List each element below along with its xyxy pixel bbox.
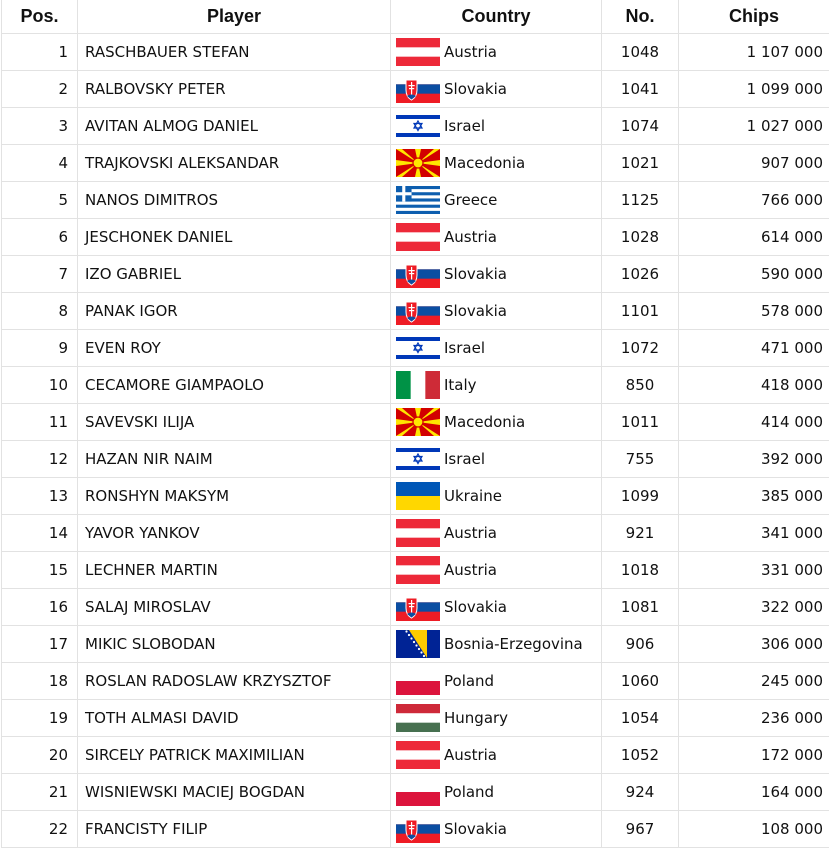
- number-cell: 1048: [602, 34, 679, 71]
- table-row: [2, 71, 829, 108]
- player-cell: ROSLAN RADOSLAW KRZYSZTOF: [78, 663, 391, 700]
- pos-cell: 9: [2, 330, 78, 367]
- austria-flag-icon: [396, 519, 440, 547]
- table-row: [2, 256, 829, 293]
- country-cell: [391, 478, 602, 515]
- country-cell: [391, 811, 602, 848]
- country-cell: [391, 182, 602, 219]
- number-cell: 906: [602, 626, 679, 663]
- austria-flag-icon: [396, 556, 440, 584]
- country-name: Greece: [444, 191, 498, 209]
- chips-cell: 164 000: [679, 774, 829, 811]
- chips-cell: 245 000: [679, 663, 829, 700]
- table-row: [2, 515, 829, 552]
- country-name: Israel: [444, 117, 485, 135]
- header-pos: Pos.: [2, 0, 78, 34]
- country-cell: [391, 737, 602, 774]
- country-name: Israel: [444, 450, 485, 468]
- austria-flag-icon: [396, 38, 440, 66]
- number-cell: 1026: [602, 256, 679, 293]
- table-row: [2, 293, 829, 330]
- pos-cell: 18: [2, 663, 78, 700]
- country-cell: [391, 293, 602, 330]
- player-cell: SIRCELY PATRICK MAXIMILIAN: [78, 737, 391, 774]
- pos-cell: 4: [2, 145, 78, 182]
- player-cell: CECAMORE GIAMPAOLO: [78, 367, 391, 404]
- slovakia-flag-icon: [396, 75, 440, 103]
- player-cell: MIKIC SLOBODAN: [78, 626, 391, 663]
- player-cell: RALBOVSKY PETER: [78, 71, 391, 108]
- number-cell: 1060: [602, 663, 679, 700]
- chips-cell: 414 000: [679, 404, 829, 441]
- country-name: Austria: [444, 228, 497, 246]
- country-name: Slovakia: [444, 265, 507, 283]
- number-cell: 850: [602, 367, 679, 404]
- country-name: Israel: [444, 339, 485, 357]
- chips-cell: 418 000: [679, 367, 829, 404]
- bosnia-flag-icon: [396, 630, 440, 658]
- player-cell: RONSHYN MAKSYM: [78, 478, 391, 515]
- pos-cell: 22: [2, 811, 78, 848]
- table-row: [2, 182, 829, 219]
- pos-cell: 20: [2, 737, 78, 774]
- greece-flag-icon: [396, 186, 440, 214]
- number-cell: 1101: [602, 293, 679, 330]
- player-cell: RASCHBAUER STEFAN: [78, 34, 391, 71]
- table-row: [2, 552, 829, 589]
- number-cell: 1081: [602, 589, 679, 626]
- chips-cell: 385 000: [679, 478, 829, 515]
- table-row: [2, 145, 829, 182]
- number-cell: 1072: [602, 330, 679, 367]
- number-cell: 1018: [602, 552, 679, 589]
- country-name: Austria: [444, 43, 497, 61]
- number-cell: 967: [602, 811, 679, 848]
- chips-cell: 590 000: [679, 256, 829, 293]
- header-row: [2, 0, 829, 34]
- pos-cell: 17: [2, 626, 78, 663]
- header-player: Player: [78, 0, 391, 34]
- country-name: Ukraine: [444, 487, 502, 505]
- chips-cell: 322 000: [679, 589, 829, 626]
- slovakia-flag-icon: [396, 815, 440, 843]
- number-cell: 1028: [602, 219, 679, 256]
- pos-cell: 6: [2, 219, 78, 256]
- country-cell: [391, 145, 602, 182]
- chips-cell: 1 027 000: [679, 108, 829, 145]
- pos-cell: 2: [2, 71, 78, 108]
- country-cell: [391, 34, 602, 71]
- pos-cell: 12: [2, 441, 78, 478]
- header-country: Country: [391, 0, 602, 34]
- pos-cell: 14: [2, 515, 78, 552]
- pos-cell: 16: [2, 589, 78, 626]
- chips-cell: 392 000: [679, 441, 829, 478]
- table-row: [2, 219, 829, 256]
- country-cell: [391, 515, 602, 552]
- chips-cell: 108 000: [679, 811, 829, 848]
- slovakia-flag-icon: [396, 593, 440, 621]
- chips-cell: 306 000: [679, 626, 829, 663]
- country-name: Poland: [444, 672, 495, 690]
- table-row: [2, 441, 829, 478]
- chips-cell: 331 000: [679, 552, 829, 589]
- country-cell: [391, 71, 602, 108]
- table-row: [2, 663, 829, 700]
- number-cell: 921: [602, 515, 679, 552]
- israel-flag-icon: [396, 445, 440, 473]
- number-cell: 1011: [602, 404, 679, 441]
- country-cell: [391, 256, 602, 293]
- slovakia-flag-icon: [396, 260, 440, 288]
- chips-cell: 236 000: [679, 700, 829, 737]
- country-cell: [391, 441, 602, 478]
- header-no: No.: [602, 0, 679, 34]
- country-name: Slovakia: [444, 820, 507, 838]
- poland-flag-icon: [396, 667, 440, 695]
- player-cell: WISNIEWSKI MACIEJ BOGDAN: [78, 774, 391, 811]
- number-cell: 924: [602, 774, 679, 811]
- number-cell: 1052: [602, 737, 679, 774]
- country-name: Slovakia: [444, 302, 507, 320]
- number-cell: 1074: [602, 108, 679, 145]
- country-cell: [391, 404, 602, 441]
- table-row: [2, 774, 829, 811]
- country-cell: [391, 330, 602, 367]
- player-cell: AVITAN ALMOG DANIEL: [78, 108, 391, 145]
- chips-cell: 1 099 000: [679, 71, 829, 108]
- table-row: [2, 737, 829, 774]
- player-cell: TRAJKOVSKI ALEKSANDAR: [78, 145, 391, 182]
- country-cell: [391, 626, 602, 663]
- number-cell: 1021: [602, 145, 679, 182]
- table-row: [2, 34, 829, 71]
- austria-flag-icon: [396, 741, 440, 769]
- pos-cell: 1: [2, 34, 78, 71]
- pos-cell: 15: [2, 552, 78, 589]
- country-cell: [391, 219, 602, 256]
- chips-cell: 1 107 000: [679, 34, 829, 71]
- table-row: [2, 330, 829, 367]
- chip-count-table: [1, 0, 829, 848]
- player-cell: EVEN ROY: [78, 330, 391, 367]
- number-cell: 1041: [602, 71, 679, 108]
- country-cell: [391, 700, 602, 737]
- italy-flag-icon: [396, 371, 440, 399]
- israel-flag-icon: [396, 334, 440, 362]
- country-cell: [391, 108, 602, 145]
- country-name: Austria: [444, 524, 497, 542]
- country-cell: [391, 367, 602, 404]
- country-cell: [391, 589, 602, 626]
- chips-cell: 766 000: [679, 182, 829, 219]
- country-cell: [391, 774, 602, 811]
- slovakia-flag-icon: [396, 297, 440, 325]
- player-cell: LECHNER MARTIN: [78, 552, 391, 589]
- country-name: Macedonia: [444, 154, 526, 172]
- chips-cell: 614 000: [679, 219, 829, 256]
- macedonia-flag-icon: [396, 408, 440, 436]
- country-name: Austria: [444, 561, 497, 579]
- table-row: [2, 700, 829, 737]
- pos-cell: 7: [2, 256, 78, 293]
- poland-flag-icon: [396, 778, 440, 806]
- table-row: [2, 589, 829, 626]
- country-name: Poland: [444, 783, 495, 801]
- chips-cell: 172 000: [679, 737, 829, 774]
- chips-cell: 907 000: [679, 145, 829, 182]
- player-cell: JESCHONEK DANIEL: [78, 219, 391, 256]
- table-row: [2, 367, 829, 404]
- chips-cell: 341 000: [679, 515, 829, 552]
- number-cell: 755: [602, 441, 679, 478]
- table-body: [2, 34, 829, 848]
- pos-cell: 5: [2, 182, 78, 219]
- pos-cell: 19: [2, 700, 78, 737]
- chips-cell: 578 000: [679, 293, 829, 330]
- hungary-flag-icon: [396, 704, 440, 732]
- country-name: Macedonia: [444, 413, 526, 431]
- country-name: Italy: [444, 376, 477, 394]
- table-row: [2, 108, 829, 145]
- country-name: Hungary: [444, 709, 509, 727]
- country-name: Bosnia-Erzegovina: [444, 635, 583, 653]
- player-cell: HAZAN NIR NAIM: [78, 441, 391, 478]
- header-chips: Chips: [679, 0, 829, 34]
- player-cell: SAVEVSKI ILIJA: [78, 404, 391, 441]
- player-cell: YAVOR YANKOV: [78, 515, 391, 552]
- pos-cell: 3: [2, 108, 78, 145]
- player-cell: TOTH ALMASI DAVID: [78, 700, 391, 737]
- pos-cell: 13: [2, 478, 78, 515]
- country-cell: [391, 663, 602, 700]
- number-cell: 1099: [602, 478, 679, 515]
- number-cell: 1125: [602, 182, 679, 219]
- number-cell: 1054: [602, 700, 679, 737]
- pos-cell: 8: [2, 293, 78, 330]
- player-cell: SALAJ MIROSLAV: [78, 589, 391, 626]
- table-row: [2, 811, 829, 848]
- table-row: [2, 404, 829, 441]
- country-cell: [391, 552, 602, 589]
- pos-cell: 11: [2, 404, 78, 441]
- country-name: Slovakia: [444, 598, 507, 616]
- player-cell: FRANCISTY FILIP: [78, 811, 391, 848]
- player-cell: IZO GABRIEL: [78, 256, 391, 293]
- chips-cell: 471 000: [679, 330, 829, 367]
- ukraine-flag-icon: [396, 482, 440, 510]
- austria-flag-icon: [396, 223, 440, 251]
- table-row: [2, 478, 829, 515]
- player-cell: PANAK IGOR: [78, 293, 391, 330]
- table-row: [2, 626, 829, 663]
- country-name: Austria: [444, 746, 497, 764]
- country-name: Slovakia: [444, 80, 507, 98]
- israel-flag-icon: [396, 112, 440, 140]
- player-cell: NANOS DIMITROS: [78, 182, 391, 219]
- macedonia-flag-icon: [396, 149, 440, 177]
- pos-cell: 10: [2, 367, 78, 404]
- pos-cell: 21: [2, 774, 78, 811]
